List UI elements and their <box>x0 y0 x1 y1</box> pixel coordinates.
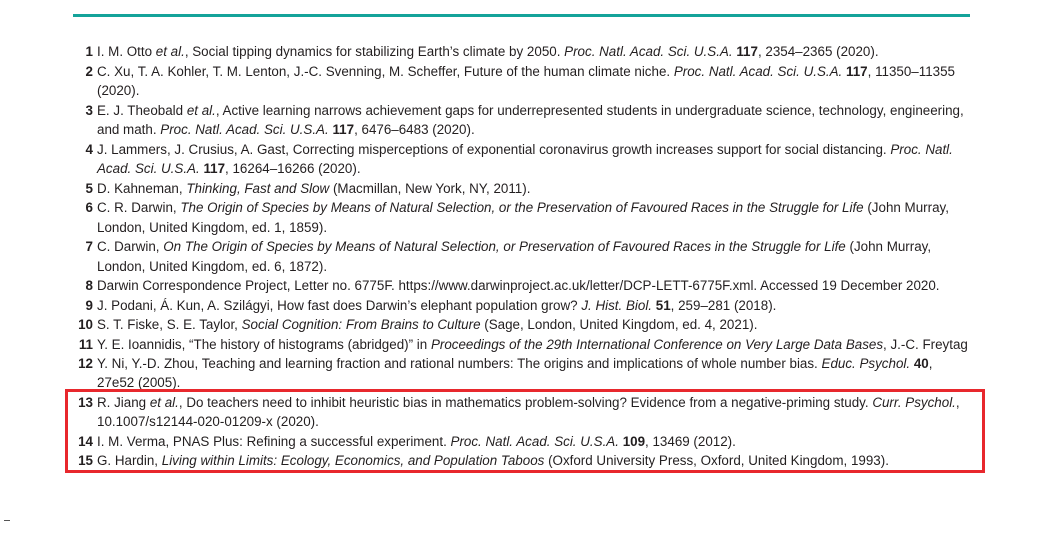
reference-text <box>97 142 953 177</box>
reference-segment: , 6476–6483 (2020). <box>354 122 475 137</box>
reference-segment: , Active learning narrows achievement gaps for underrepresented students in undergraduate science, technology, engineering, and math. <box>97 102 964 137</box>
reference-segment: E. J. Theobald <box>97 102 187 118</box>
reference-segment: Y. E. Ioannidis, “The history of histograms (abridged)” in <box>97 336 431 352</box>
reference-italic-segment: On The Origin of Species by Means of Natural Selection, or Preservation of Favoured Races in the Struggle for Life <box>163 239 846 254</box>
reference-italic-segment: Living within Limits: Ecology, Economics, and Population Taboos <box>161 453 545 468</box>
reference-item <box>73 335 973 354</box>
reference-segment: J. Podani, Á. Kun, A. Szilágyi, How fast does Darwin’s elephant population grow? <box>97 297 582 313</box>
reference-number: 14 <box>78 433 93 449</box>
reference-number: 6 <box>85 200 93 215</box>
reference-italic-segment: Proc. Natl. Acad. Sci. U.S.A. <box>450 433 619 449</box>
reference-italic-segment: Proc. Natl. Acad. Sci. U.S.A. <box>160 122 329 137</box>
reference-italic-segment: Educ. Psychol. <box>821 355 911 371</box>
reference-italic-segment: et al. <box>186 102 216 118</box>
reference-item <box>73 237 973 276</box>
reference-text <box>97 239 931 274</box>
reference-segment: (John Murray, London, United Kingdom, ed. 1, 1859). <box>97 200 949 235</box>
reference-segment: S. T. Fiske, S. E. Taylor, <box>97 317 242 332</box>
reference-number: 1 <box>85 44 93 59</box>
reference-italic-segment: et al. <box>155 44 185 59</box>
reference-number: 15 <box>78 453 93 468</box>
reference-segment: C. R. Darwin, <box>97 200 181 215</box>
reference-text <box>97 278 940 293</box>
reference-text <box>97 335 973 354</box>
reference-volume: 109 <box>622 433 646 449</box>
reference-item <box>73 62 973 101</box>
reference-number: 7 <box>85 239 93 254</box>
reference-segment: , 27e52 (2005). <box>97 355 933 390</box>
reference-number: 8 <box>85 278 93 293</box>
reference-segment: (John Murray, London, United Kingdom, ed. 6, 1872). <box>97 239 932 274</box>
reference-text <box>97 317 757 332</box>
reference-number: 11 <box>78 336 93 352</box>
reference-number: 13 <box>78 394 93 410</box>
reference-number: 3 <box>85 102 93 118</box>
reference-italic-segment: Curr. Psychol. <box>872 394 956 410</box>
reference-text <box>97 453 889 468</box>
reference-italic-segment: The Origin of Species by Means of Natural Selection, or the Preservation of Favoured Races in the Struggle for Life <box>180 200 864 215</box>
reference-item <box>73 315 973 335</box>
reference-segment: C. Xu, T. A. Kohler, T. M. Lenton, J.-C. Svenning, M. Scheffer, Future of the human climate niche. <box>97 63 674 79</box>
reference-italic-segment: et al. <box>149 394 179 410</box>
reference-segment: , 259–281 (2018). <box>670 297 777 313</box>
reference-italic-segment: Proc. Natl. Acad. Sci. U.S.A. <box>564 44 733 59</box>
reference-text <box>97 356 932 391</box>
reference-segment: Y. Ni, Y.-D. Zhou, Teaching and learning fraction and rational numbers: The origins and implications of whole number bias. <box>97 355 822 371</box>
reference-segment: G. Hardin, <box>97 453 162 468</box>
reference-item <box>73 101 973 140</box>
reference-segment: R. Jiang <box>97 394 150 410</box>
reference-segment: , 13469 (2012). <box>645 433 736 449</box>
reference-italic-segment: Proc. Natl. Acad. Sci. U.S.A. <box>673 63 843 79</box>
reference-volume: 117 <box>332 122 355 137</box>
reference-segment: , Social tipping dynamics for stabilizing Earth’s climate by 2050. <box>184 44 565 59</box>
reference-segment: C. Darwin, <box>97 239 164 254</box>
reference-item <box>73 354 973 393</box>
reference-item <box>73 432 973 452</box>
reference-number: 2 <box>85 63 93 79</box>
reference-segment: (Macmillan, New York, NY, 2011). <box>329 180 531 196</box>
reference-volume: 117 <box>203 161 226 176</box>
reference-item <box>73 393 973 432</box>
reference-item <box>73 179 973 199</box>
reference-number: 9 <box>85 297 93 313</box>
page-corner-mark <box>4 520 10 521</box>
reference-segment: (Oxford University Press, Oxford, United Kingdom, 1993). <box>544 453 889 468</box>
reference-volume: 51 <box>655 297 671 313</box>
reference-segment: I. M. Otto <box>97 44 156 59</box>
reference-segment: , 2354–2365 (2020). <box>757 44 879 59</box>
reference-number: 12 <box>78 355 93 371</box>
reference-italic-segment: J. Hist. Biol. <box>581 297 653 313</box>
reference-item <box>73 296 973 316</box>
reference-segment: I. M. Verma, PNAS Plus: Refining a successful experiment. <box>97 433 451 449</box>
reference-text <box>97 103 964 138</box>
reference-volume: 117 <box>736 44 758 59</box>
reference-item <box>73 140 973 179</box>
reference-text <box>97 298 776 313</box>
section-divider-rule <box>73 14 970 17</box>
reference-item <box>73 451 973 471</box>
reference-italic-segment: Social Cognition: From Brains to Culture <box>241 317 481 332</box>
reference-number: 4 <box>85 141 93 157</box>
reference-segment: , 10.1007/s12144-020-01209-x (2020). <box>97 394 960 429</box>
reference-text <box>97 395 960 430</box>
reference-segment: D. Kahneman, <box>97 180 187 196</box>
reference-segment: , 16264–16266 (2020). <box>225 161 361 176</box>
reference-segment: , Do teachers need to inhibit heuristic bias in mathematics problem-solving? Evidence from a negative-priming study. <box>178 394 873 410</box>
reference-volume: 117 <box>846 63 868 79</box>
reference-segment: (Sage, London, United Kingdom, ed. 4, 2021). <box>480 317 758 332</box>
reference-text <box>97 64 955 99</box>
reference-item <box>73 42 973 62</box>
reference-segment: , J.-C. Freytag <box>883 336 968 352</box>
reference-text <box>97 200 949 235</box>
reference-list <box>73 42 973 471</box>
reference-number: 10 <box>78 317 93 332</box>
reference-italic-segment: Proceedings of the 29th International Conference on Very Large Data Bases <box>430 336 884 352</box>
reference-volume: 40 <box>913 355 929 371</box>
reference-segment: , 11350–11355 (2020). <box>97 63 955 98</box>
reference-item <box>73 276 973 296</box>
reference-italic-segment: Proc. Natl. Acad. Sci. U.S.A. <box>97 141 953 176</box>
reference-segment: J. Lammers, J. Crusius, A. Gast, Correcting misperceptions of exponential coronavirus growth increases support for social distancing. <box>97 141 891 157</box>
reference-text <box>97 44 879 59</box>
reference-text <box>97 434 736 449</box>
reference-text <box>97 181 530 196</box>
reference-number: 5 <box>85 180 93 196</box>
reference-segment: Darwin Correspondence Project, Letter no. 6775F. https://www.darwinproject.ac.uk/letter/DCP-LETT-6775F.xml. Accessed 19 December 2020. <box>97 278 940 293</box>
reference-italic-segment: Thinking, Fast and Slow <box>186 180 330 196</box>
reference-item <box>73 198 973 237</box>
